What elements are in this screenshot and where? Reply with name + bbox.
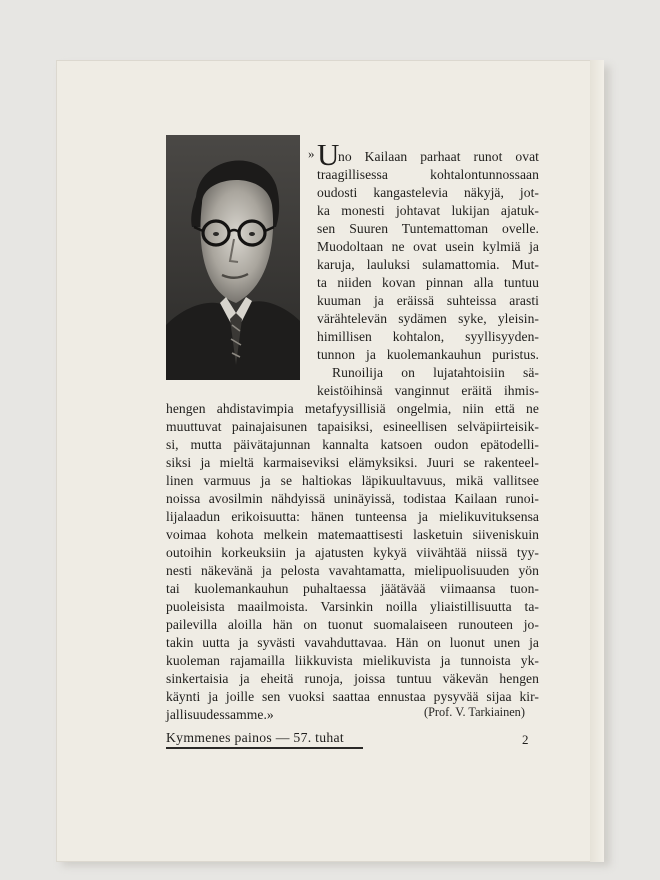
- quote-line: tai kuolemankauhun puhaltaessa jäätävää viimaansa tuon-: [166, 581, 539, 596]
- quote-line: no Kailaan parhaat runot ovat: [338, 149, 539, 164]
- quote-line: ka monesti johtavat lukijan ajatuk-: [317, 203, 539, 218]
- quote-line: ta niiden kovan pinnan alla tuntuu: [317, 275, 539, 290]
- quote-line: kuuman ja eräissä suhteissa arasti: [317, 293, 539, 308]
- quote-line: lijalaadun erikoisuutta: hänen tunteensa ja mielikuvituksensa: [166, 509, 539, 524]
- quote-line: oudosti kangastelevia näkyjä, jot-: [317, 185, 539, 200]
- quote-line: outoihin korkeuksiin ja ajatusten kykyä viivähtää niissä tyy-: [166, 545, 539, 560]
- drop-cap-letter: U: [317, 137, 340, 172]
- edition-label: Kymmenes painos — 57. tuhat: [166, 730, 345, 745]
- quote-line: nesti näkevänä ja pelosta vavahtamatta, mielipuolisuuden yön: [166, 563, 539, 578]
- quote-line: siksi ja mieltä karmaiseviksi elämyksiksi. Juuri se rakenteel-: [166, 455, 539, 470]
- author-portrait-photo: [166, 135, 300, 380]
- quote-line: Runoilija on lujatahtoisiin sä-: [332, 365, 539, 380]
- quote-line: kuoleman rajamailla liikkuvista mielikuvista ja tunnoista yk-: [166, 653, 539, 668]
- quote-line: noissa avosilmin nähdyissä uninäyissä, todistaa Kailaan runoi-: [166, 491, 539, 506]
- opening-guillemet: »: [308, 146, 315, 161]
- quote-line: si, mutta päivätajunnan kannalta katsoen oudon epätodelli-: [166, 437, 539, 452]
- quote-line: keistöihinsä vanginnut eräitä ihmis-: [317, 383, 539, 398]
- quote-line: puoleisista maailmoista. Varsinkin noilla yliaistillisuutta ta-: [166, 599, 539, 614]
- quote-line: linen varmuus ja se haltiokas läpikuultavuus, mikä vallitsee: [166, 473, 539, 488]
- quote-line: voimaa kohota melkein matemaattisesti lasketuin siiveniskuin: [166, 527, 539, 542]
- quote-line: traagillisessa kohtalontunnossaan: [317, 167, 539, 182]
- quote-line: takin uutta ja syvästi vavahduttavaa. Hän on luonut unen ja: [166, 635, 539, 650]
- quote-line: värähtelevän sydämen syke, yleisin-: [317, 311, 539, 326]
- quote-line: tunnon ja kuolemankauhun puristus.: [317, 347, 539, 362]
- edition-underline: [166, 747, 363, 749]
- quote-line: sinkertaisia ja eheitä runoja, joissa tuntuu väkevän hengen: [166, 671, 539, 686]
- quote-attribution: (Prof. V. Tarkiainen): [424, 705, 525, 719]
- quote-line: karuja, lauluksi sulamattomia. Mut-: [317, 257, 539, 272]
- quote-line: sen Suuren Tuntemattoman ovelle.: [317, 221, 539, 236]
- page-mark: 2: [522, 732, 529, 747]
- quote-line: jallisuudessamme.»: [166, 707, 274, 722]
- quote-line: hengen ahdistavimpia metafyysillisiä ongelmia, niin että ne: [166, 401, 539, 416]
- quote-line: pailevilla aloilla hän on tuonut suomalaiseen runouteen jo-: [166, 617, 539, 632]
- author-portrait-drawing: [166, 135, 300, 380]
- quote-line: käynti ja joille sen vuoksi saattaa ennustaa pysyvää sijaa kir-: [166, 689, 539, 704]
- quote-line: Muodoltaan ne ovat usein kylmiä ja: [317, 239, 539, 254]
- quote-line: himillisen kohtalon, syyllisyyden-: [317, 329, 539, 344]
- quote-line: muuttuvat painajaisunen tapaisiksi, esineellisen selväpiirteisik-: [166, 419, 539, 434]
- book-spine-edge: [590, 60, 604, 862]
